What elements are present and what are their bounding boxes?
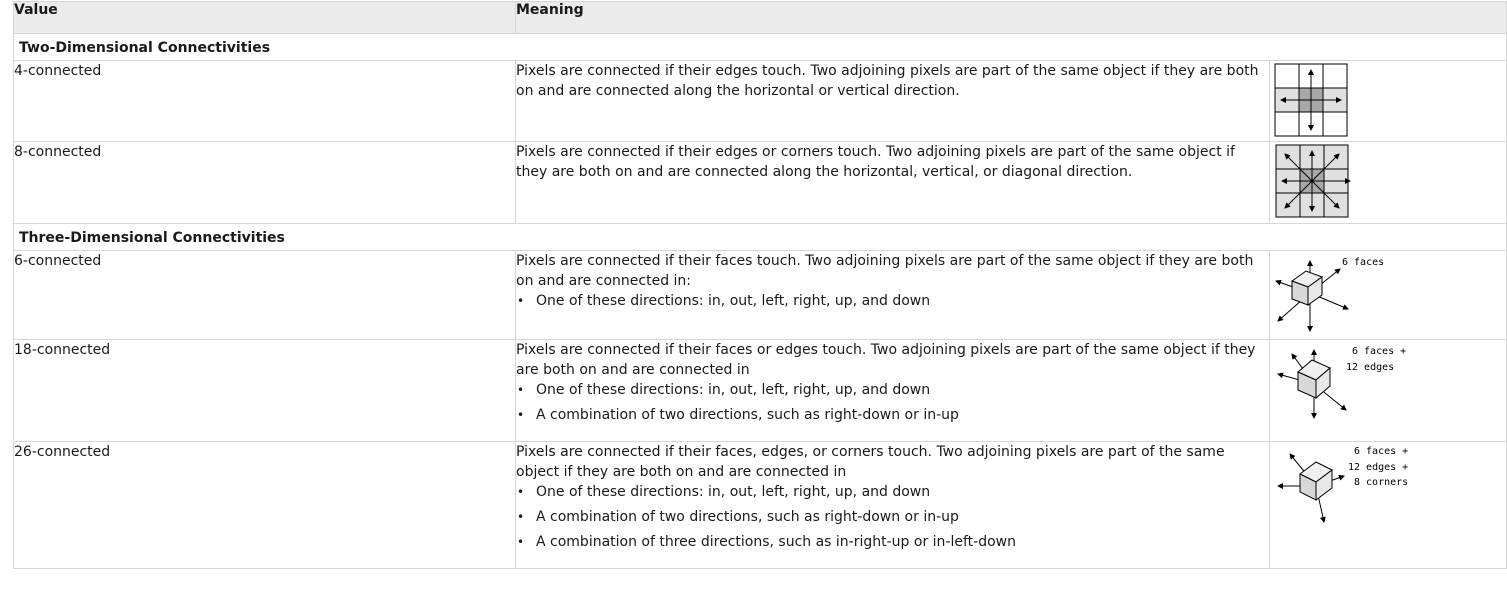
figure-label: 12 edges + [1348,462,1409,473]
meaning-cell: Pixels are connected if their edges or corners touch. Two adjoining pixels are part of the same object if they are both on and are connected along the horizontal, vertical, or diagonal direction. [516,142,1270,224]
figure-cell [1270,61,1507,142]
header-value: Value [14,2,516,34]
direction-list [516,482,1269,552]
table-row [14,442,1507,569]
value-cell: 18-connected [14,340,516,442]
section-title-2d: Two-Dimensional Connectivities [14,34,1507,61]
meaning-cell [516,251,1270,340]
list-item: • One of these directions: in, out, left, right, up, and down [516,482,1269,502]
18-connected-cube-icon [1270,340,1407,438]
figure-cell [1270,251,1507,340]
8-connected-grid-icon [1270,142,1360,222]
table-row [14,251,1507,340]
table-row [14,340,1507,442]
figure-cell [1270,442,1507,569]
table-row [14,61,1507,142]
list-item: • One of these directions: in, out, left, right, up, and down [516,291,1269,311]
header-row [14,2,1507,34]
section-title-3d: Three-Dimensional Connectivities [14,224,1507,251]
list-item: • A combination of two directions, such as right-down or in-up [516,405,1269,425]
meaning-cell [516,442,1270,569]
value-cell: 26-connected [14,442,516,569]
meaning-cell [516,340,1270,442]
list-item: • A combination of three directions, such as in-right-up or in-left-down [516,532,1269,552]
meaning-text: Pixels are connected if their faces, edges, or corners touch. Two adjoining pixels are part of the same object if they are both on and are connected in [516,444,1225,480]
6-connected-cube-icon [1270,251,1390,339]
figure-cell [1270,142,1507,224]
direction-list [516,380,1269,425]
table-row [14,142,1507,224]
section-row [14,34,1507,61]
direction-list [516,291,1269,311]
meaning-text: Pixels are connected if their faces or edges touch. Two adjoining pixels are part of the same object if they are both on and are connected in [516,342,1256,378]
4-connected-grid-icon [1270,61,1360,141]
figure-cell [1270,340,1507,442]
figure-label: 6 faces + [1354,446,1409,457]
meaning-cell: Pixels are connected if their edges touch. Two adjoining pixels are part of the same object if they are both on and are connected along the horizontal or vertical direction. [516,61,1270,142]
value-cell: 6-connected [14,251,516,340]
header-meaning: Meaning [516,2,1507,34]
value-cell: 8-connected [14,142,516,224]
section-row [14,224,1507,251]
figure-label: 8 corners [1354,477,1409,488]
meaning-text: Pixels are connected if their faces touch. Two adjoining pixels are part of the same object if they are both on and are connected in: [516,253,1254,289]
26-connected-cube-icon [1270,442,1409,532]
list-item: • One of these directions: in, out, left, right, up, and down [516,380,1269,400]
connectivity-table [13,1,1507,569]
list-item: • A combination of two directions, such as right-down or in-up [516,507,1269,527]
figure-label: 12 edges [1346,362,1395,373]
figure-label: 6 faces + [1352,346,1407,357]
value-cell: 4-connected [14,61,516,142]
figure-label: 6 faces [1342,257,1385,268]
